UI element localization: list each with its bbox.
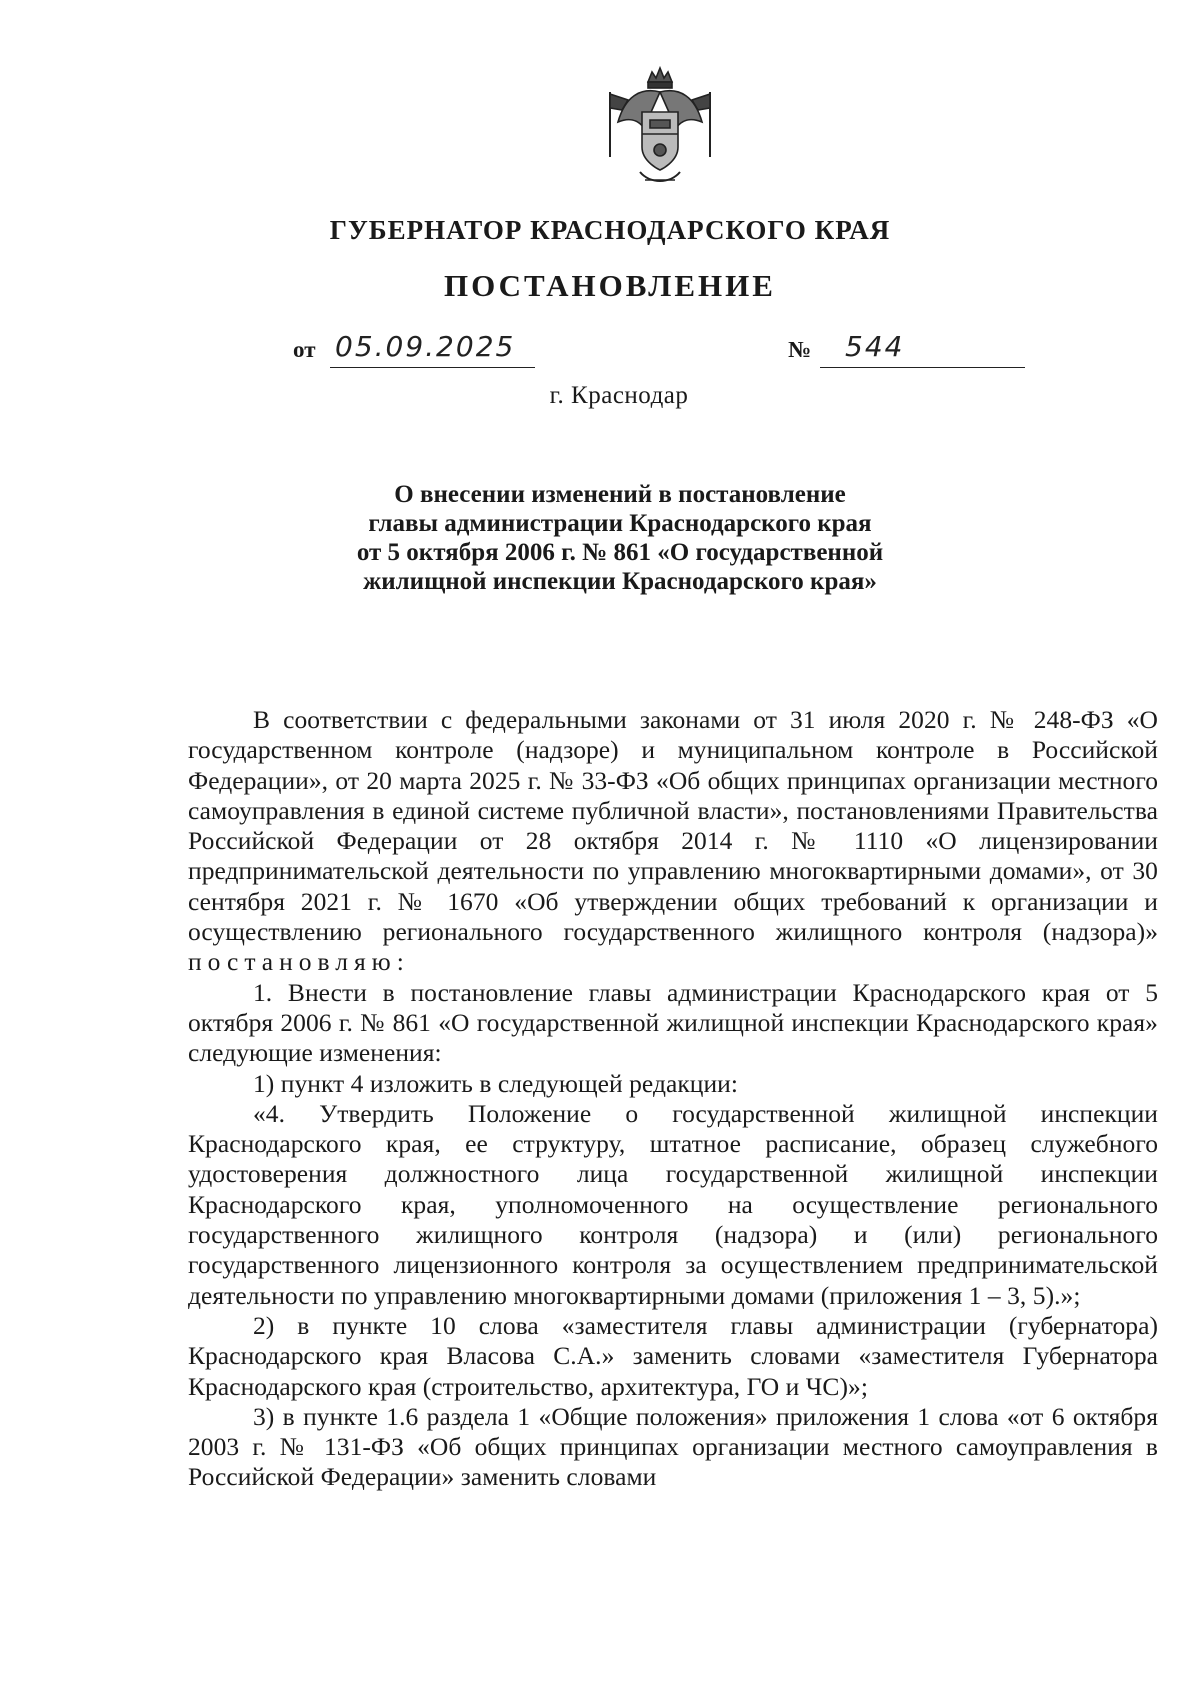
city-line (0, 382, 1200, 410)
body-paragraph-text: В соответствии с федеральными законами от 31 июля 2020 г. № 248-ФЗ «О государственном контроле (надзоре) и муниципальном контроле в Российской Федерации», от 20 марта 2025 г. № 33-ФЗ «Об общих принципах организации местного самоуправления в единой системе публичной власти», постановлениями Правительства Российской Федерации от 28 октября 2014 г. № 1110 «О лицензировании предпринимательской деятельности по управлению многоквартирными домами», от 30 сентября 2021 г. № 1670 «Об утверждении общих требований к организации и осуществлению регионального государственного жилищного контроля (надзора)» (188, 705, 1158, 947)
date-number-row (0, 330, 1200, 370)
number-value: 544 (845, 330, 905, 363)
date-value: 05.09.2025 (335, 330, 516, 363)
body-paragraph: «4. Утвердить Положение о государственной жилищной инспекции Краснодарского края, ее структуру, штатное расписание, образец служебного удостоверения должностного лица государственной жилищной инспекции Краснодарского края, уполномоченного на осуществление регионального государственного жилищного контроля (надзора) и (или) регионального государственного лицензионного контроля за осуществлением предпринимательской деятельности по управлению многоквартирными домами (приложения 1 – 3, 5).»; (188, 1098, 1158, 1310)
body-paragraph: 1. Внести в постановление главы администрации Краснодарского края от 5 октября 2006 г. № 861 «О государственной жилищной инспекции Краснодарского края» следующие изменения: (188, 977, 1158, 1068)
resolution-word: постановляю: (188, 947, 410, 977)
date-underline (330, 367, 535, 368)
number-underline (820, 367, 1025, 368)
title-line: от 5 октября 2006 г. № 861 «О государственной (356, 539, 884, 566)
body-paragraph: 2) в пункте 10 слова «заместителя главы администрации (губернатора) Краснодарского края Власова С.А.» заменить словами «заместителя Губернатора Краснодарского края (строительство, архитектура, ГО и ЧС)»; (188, 1310, 1158, 1401)
body-paragraph (188, 705, 1158, 978)
document-body (188, 705, 1158, 1493)
document-title (0, 480, 1200, 596)
coat-of-arms-icon (600, 62, 720, 192)
issuer-heading: ГУБЕРНАТОР КРАСНОДАРСКОГО КРАЯ (329, 215, 891, 245)
city-label: г. Краснодар (549, 382, 689, 409)
title-line: О внесении изменений в постановление (394, 481, 846, 508)
document-type-heading: ПОСТАНОВЛЕНИЕ (444, 268, 776, 303)
date-label: от (293, 337, 316, 362)
body-paragraph: 3) в пункте 1.6 раздела 1 «Общие положения» приложения 1 слова «от 6 октября 2003 г. № 131-ФЗ «Об общих принципах организации местного самоуправления в Российской Федерации» заменить словами (188, 1401, 1158, 1492)
title-line: главы администрации Краснодарского края (368, 510, 872, 537)
title-line: жилищной инспекции Краснодарского края» (363, 568, 877, 595)
number-label: № (788, 337, 812, 362)
body-paragraph: 1) пункт 4 изложить в следующей редакции: (253, 1068, 739, 1098)
